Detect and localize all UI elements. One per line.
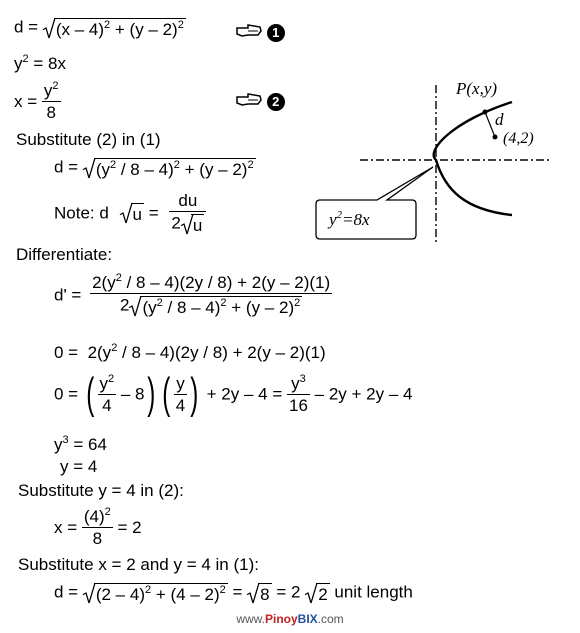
focus-label: (4,2)	[503, 130, 534, 147]
step-substitute-y: Substitute y = 4 in (2):	[18, 481, 184, 500]
equation-x-value: x = $\frac{(4)^2}{8}$ = 2	[54, 506, 142, 548]
parabola-diagram	[305, 75, 575, 250]
step-substitute-2-in-1: Substitute (2) in (1)	[16, 130, 161, 149]
equation-simplified: 0 = ( $\frac{y^2}{4}$ – 8) ( $\frac{y}{4}$ ) + 2y – 4 = $\frac{y^3}{16}$ – 2y + 2y – 4	[54, 369, 413, 418]
equation-y-cubed: $y^3 = 64$	[54, 434, 107, 454]
equation-distance-in-y: d = $(y^2 / 8 - 4)^2 + (y - 2)^2$	[54, 157, 254, 179]
eq1-lhs: d =	[14, 17, 39, 37]
equation-final-distance: d = (2 – 4)$^2$ + (4 – 2)$^2$ = 8 = 2 2 unit length	[54, 582, 413, 604]
marker-2	[236, 92, 285, 111]
point-p-label: P(x,y)	[456, 79, 498, 98]
equation-x-of-y: x = $\frac{y^2}{8}$	[14, 80, 59, 122]
watermark: www.PinoyBIX.com	[236, 612, 344, 626]
number-2-badge: 2	[267, 93, 285, 111]
radical: $(y^2 / 8 - 4)^2 + (y - 2)^2$	[83, 158, 256, 178]
number-1-badge: 1	[267, 24, 285, 42]
pointing-hand-icon	[236, 93, 262, 110]
pointing-hand-icon	[236, 24, 262, 41]
radical: (x – 4)$^2$ + (y – 2)$^2$	[43, 18, 186, 38]
equation-distance	[14, 18, 186, 38]
step-differentiate: Differentiate:	[16, 245, 113, 264]
curve-label: $y^2=8x$	[329, 209, 370, 229]
step-substitute-x-y: Substitute x = 2 and y = 4 in (1):	[18, 555, 259, 574]
note-derivative-of-root: Note: d u = du 2 u	[54, 192, 206, 234]
equation-set-zero: $0 = 2(y^2 / 8 - 4)(2y / 8) + 2(y - 2)(1)$	[54, 342, 326, 362]
marker-1	[236, 23, 285, 42]
equation-derivative: d' = $2(y^2 / 8 - 4)(2y / 8) + 2(y - 2)(1)$ 2 $(y^2 / 8 - 4)^2 + (y - 2)^2$	[54, 272, 331, 317]
equation-y-value: y = 4	[60, 457, 98, 476]
distance-label: d	[495, 110, 504, 129]
distance-line	[485, 112, 495, 137]
equation-parabola: $y^2 = 8x$	[14, 53, 66, 73]
